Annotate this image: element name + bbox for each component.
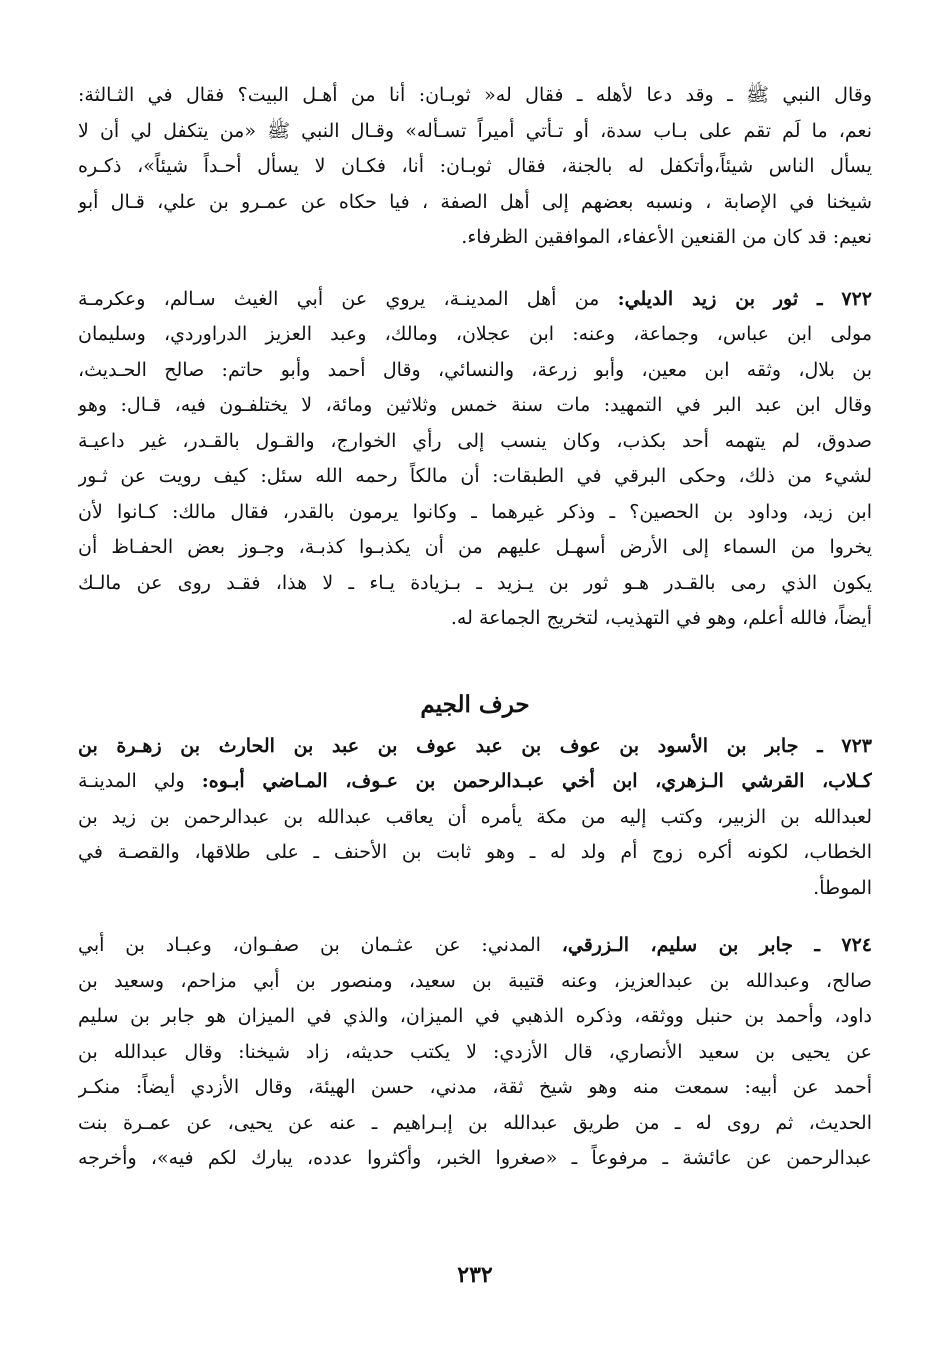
text-line: الحديث، ثم روى له ـ من طريق عبدالله بن إبـراهيم ـ عنه عن يحيى، عن عمـرة بنت <box>78 1111 872 1134</box>
text-line: صالح، وعبدالله بن عبدالعزيز، وعنه قتيبة بن سعيد، ومنصور بن أبي مزاحم، وسعيد بن <box>78 969 872 992</box>
intro-paragraph <box>78 78 872 256</box>
text-line: عن يحيى بن سعيد الأنصاري، قال الأزدي: لا يكتب حديثه، زاد شيخنا: وقال عبدالله بن <box>78 1040 872 1063</box>
entry-heading: ٧٢٣ ـ جابر بن الأسود بن عوف بن عبد عوف بن عبد بن الحارث بن زهـرة بن <box>78 734 872 757</box>
text-line: لشيء من ذلك، وحكى البرقي في الطبقات: أن مالكاً رحمه الله سئل: كيف رويت عن ثـور <box>78 465 872 487</box>
text-line: مولى ابن عباس، وجماعة، وعنه: ابن عجلان، ومالك، وعبد العزيز الدراوردي، وسليمان <box>78 323 872 345</box>
text-line: شيخنا في الإصابة ، ونسبه بعضهم إلى أهل الصفة ، فيا حكاه عن عمـرو بن علي، قـال أبو <box>78 190 872 213</box>
text-line <box>78 282 872 318</box>
text-line: صدوق، لم يتهمه أحد بكذب، وكان ينسب إلى رأي الخوارج، والقـول بالقـدر، غير داعيـة <box>78 429 872 452</box>
entry-text: ولي المدينـة <box>78 770 202 792</box>
text-line: الخطاب، لكونه أكره زوج أم ولد له ـ وهو ثابت بن الأحنف ـ على طلاقها، والقصـة في <box>78 841 872 863</box>
text-line: وقال ابن عبد البر في التمهيد: مات سنة خمس وثلاثين ومائة، لا يختلفـون فيه، قـال: وهو <box>78 394 872 416</box>
text-line: أحمد عن أبيه: سمعت منه وهو شيخ ثقة، مدني، حسن الهيئة، وقال الأزدي أيضاً: منكـر <box>78 1076 872 1098</box>
page-number: ٢٣٢ <box>457 1262 493 1288</box>
section-heading: حرف الجيم <box>420 690 530 718</box>
text-line: يسأل الناس شيئاً،وأتكفل له بالجنة، فقال ثوبـان: أنا، فكـان لا يسأل أحـداً شيئاً»، ذكـره <box>78 155 872 177</box>
entry-723 <box>78 729 872 907</box>
entry-heading-continued: كـلاب، القرشي الـزهري، ابن أخي عبـدالرحمن بن عـوف، المـاضي أبـوه: <box>201 770 872 792</box>
entry-text: المدني: عن عثـمان بن صفـوان، وعبـاد بن أبي <box>78 934 562 956</box>
text-line <box>78 764 872 800</box>
text-line: يكون الذي رمى بالقـدر هـو ثور بن يـزيد ـ بـزيادة يـاء ـ لا هذا، فقـد روى عن مالـك <box>78 571 872 594</box>
text-line: الموطأ. <box>813 876 872 899</box>
entry-724 <box>78 928 872 1177</box>
text-line: ابن زيد، وداود بن الحصين؟ ـ وذكر غيرهما ـ وكانوا يرمون بالقدر، فقال مالك: كـانوا لأن <box>78 500 872 523</box>
text-line: وقال النبي ﷺ ـ وقد دعا لأهله ـ فقال له« ثوبـان: أنا من أهـل البيت؟ فقال في الثـالثة: <box>78 84 872 106</box>
text-line: بن بلال، وثقه ابن معين، وأبو زرعة، والنسائي، وقال أحمد وأبو حاتم: صالح الحـديث، <box>78 358 872 381</box>
text-line: لعبدالله بن الزبير، وكتب إليه من مكة يأمره أن يعاقب عبدالله بن عبدالرحمن بن زيد بن <box>78 805 872 828</box>
text-line: عبدالرحمن عن عائشة ـ مرفوعاً ـ «صغروا الخبر، وأكثروا عدده، يبارك لكم فيه»، وأخرجه <box>78 1147 872 1169</box>
entry-heading: ٧٢٢ ـ ثور بن زيد الديلي: <box>617 287 872 310</box>
entry-heading: ٧٢٤ ـ جابر بن سليم، الـزرقي، <box>561 934 872 956</box>
entry-722 <box>78 282 872 637</box>
text-line: نعيم: قد كان من القنعين الأعفاء، الموافقين الظرفاء. <box>461 226 872 248</box>
text-line: أيضاً، فالله أعلم، وهو في التهذيب، لتخريج الجماعة له. <box>450 607 872 629</box>
text-line: نعم، ما لَم تقم على بـاب سدة، أو تـأتي أميراً تسـأله» وقـال النبي ﷺ «من يتكفل لي أن لا <box>78 119 872 142</box>
text-line: يخروا من السماء إلى الأرض أسهـل عليهم من أن يكذبـوا كذبـة، وجـوز بعض الحفـاظ أن <box>78 536 872 558</box>
entry-text: من أهل المدينـة، يروي عن أبي الغيث سـالم، وعكرمـة <box>78 287 618 310</box>
text-line: داود، وأحمد بن حنبل ووثقه، وذكره الذهبي في الميزان، والذي في الميزان هو جابر بن سليم <box>78 1005 872 1027</box>
page-body <box>78 78 872 1338</box>
text-line <box>78 928 872 964</box>
